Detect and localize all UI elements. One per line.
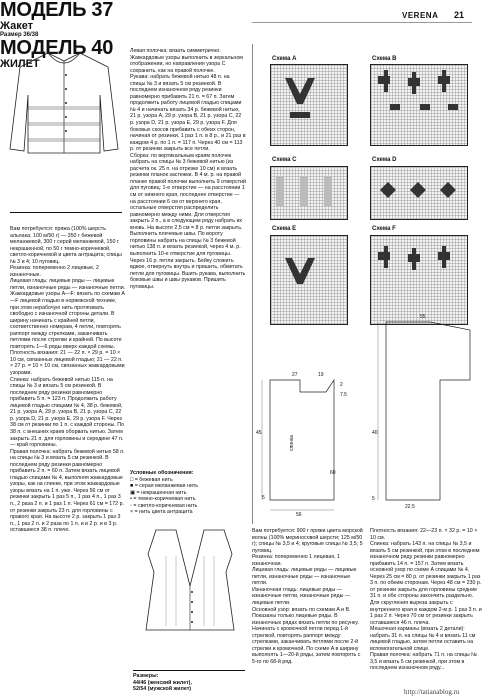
- legend-item: × = нить цвета антрацита: [130, 509, 193, 516]
- legend-item: □ = бежевая нить: [130, 476, 173, 483]
- spinka-label: спинка: [288, 435, 295, 451]
- dim-22-5: 22.5: [405, 504, 415, 510]
- schema-e-title: Схема E: [272, 226, 297, 232]
- model-40-sizes: Размеры: 44/46 (женский жилет), 52/54 (мужской жилет): [133, 673, 192, 693]
- model-37-subtitle: Жакет: [0, 20, 34, 32]
- dim-19: 19: [318, 372, 324, 378]
- dim-7-5: 7.5: [340, 392, 347, 398]
- schema-f-title: Схема F: [372, 226, 396, 232]
- schema-d-title: Схема D: [372, 157, 397, 163]
- schema-a-title: Схема A: [272, 56, 297, 62]
- watermark: http://tatianablog.ru: [404, 688, 460, 696]
- legend-title: Условные обозначения:: [130, 470, 194, 476]
- schema-b-title: Схема B: [372, 56, 397, 62]
- legend-item: ■ = серая меланжевая нить: [130, 483, 199, 490]
- model-37-title: МОДЕЛЬ 37: [0, 0, 114, 21]
- dim-56: 56: [296, 512, 302, 518]
- legend-item: • = темно-коричневая нить: [130, 496, 196, 503]
- model-37-column-2: Левая полочка: вязать симметрично. Жаккардовые узоры выполнить в зеркальном отображении, но направления узора C сохранить, как на правой полочке. Рукава: набрать бежевой нитью 48 п. на спицы № 3 и вязать 5 см резинкой. В последнем изнаночном ряду резинки равномерно прибавить 21 п. = 67 п. Затем продолжить работу лицевой гладью спицами № 4 и начинать вязать 34 р. бежевой нитью, 21 р. узора A, 29 р. узора B, 21 р. узора C, 22 р. узора D, 21 р. узора E, 29 р. узора F. Для боковых скосов прибавить с обеих сторон, начиная от резинки, 1 раз 1 п. в 8 р., и 21 раз в каждом 4 р. по 1 п. = 117 п. Через 40 см = 113 р. от резинки закрыть все петли. Сборка: по вертикальным краям полочек набрать на спицы № 3 бежевой нитью (из расчета ок. 25 п. на отрезке 10 см) и вязать резинки планок застежки. В 4 м. р. на правой планке правой полочки выполнить 9 отверстий для пуговиц: 1-е отверстие — на расстоянии 1 см от нижнего края, последнее отверстие — на расстоянии 6 см от верхнего края, остальные отверстия распределить равномерно между ними. Для отверстия закрыть 2 п., а в следующем ряду набрать их вновь. На высоте 2,5 см = 8 р. петли закрыть. Выполнить плечевые швы. По вороту горловины набрать на спицы № 3 бежевой нитью 138 п. и вязать резинкой, через 4 м. р. выполнить 10-е отверстие для пуговицы. Через 16 р. петли закрыть. Бейку сложить вдвое, отвернуть внутрь и пришить, обметать петли для пуговицы. Вшить рукава, выполнить боковые швы и швы рукавов. Пришить пуговицы.: [130, 48, 246, 290]
- legend-item: ▣ = некрашенная нить: [130, 489, 187, 496]
- magazine-title: VERENA: [402, 11, 439, 20]
- model-37-column-1: Вам потребуется: пряжа (100% шерсть альпака; 100 м/50 г) — 350 г бежевой меланжевой, 300 г серой меланжевой, 150 г некрашенной, по 50 г темно-коричневой, светло-коричневой и цвета антрацита; спицы № 3 и 4; 10 пуговиц. Резинка: попеременно 2 лицевые, 2 изнаночные. Лицевая гладь: лицевые ряды — лицевые петли, изнаночные ряды — изнаночные петли. Жаккардовые узоры A—F: вязать по схемам A—F лицевой гладью в норвежской технике, при этом нерабочую нить протягивать свободно с изнаночной стороны детали. В ширину начинать с крайней петли, соответственно номерам, 4 петли, повторять раппорт между стрелками, заканчивать петлями после стрелки и крайней. По высоте повторять 1—6 ряды вверх каждой схемы. Плотность вязания: 21 — 22 п. × 29 р. = 10 × 10 см, связанных лицевой гладью; 21 — 22 п. × 27 р. = 10 × 10 см, связанных жаккардовыми узорами. Спинка: набрать бежевой нитью 115 п. на спицы № 3 и вязать 5 см резинкой. В последнем ряду резинки равномерно прибавить 5 п. = 123 п. Продолжить работу лицевой гладью спицами № 4, 38 р. бежевой, 21 р. узора A, 29 р. узора B, 21 р. узора C, 22 р. узора D, 21 р. узора E, 29 р. узора F. Через 38 см от резинки по 1 п. с каждой стороны. По 38 п. с внешних краев оборвать нитью. Затем закрыть 21 п. для горловины и середине 47 п. — край горловины. Правая полочка: набрать бежевой нитью 58 п. на спицы № 3 и вязать 5 см резинкой. В последнем ряду резинки равномерно прибавить 2 п. = 60 п. Затем вязать лицевой гладью спицами № 4, выполняя жаккардовые узоры, как на спинке, при этом жаккардовые узоры вязать на 1 п. уже. Через 56 см от резинки закрыть 1 раз 5 п., 1 раз 4 п., 1 раз 3 п., 2 раза 2 п. и 1 раз 1 п. Через 61 см = 172 р. от резинки закрыть 23 п. для горловины с правого края. На высоте 2 р. закрыть 1 раз 3 п., 1 раз 2 п. и 2 раза по 1 п. и в 2 р. и в 3 р. оставшиеся 38 п. плечо.: [10, 226, 126, 534]
- legend-item: ◦ = светло-коричневая нить: [130, 502, 198, 509]
- dim-55: 55: [420, 314, 426, 320]
- dim-45: 45: [256, 430, 262, 436]
- page-number: 21: [454, 10, 465, 20]
- dim-5: 5: [262, 495, 265, 501]
- schema-c-title: Схема C: [272, 157, 297, 163]
- dim-40: 40: [372, 430, 378, 436]
- vest-illustration: [136, 526, 244, 636]
- dim-5b: 5: [372, 496, 375, 502]
- model-40-column-4: Плотность вязания: 22—23 п. × 32 р. = 10 × 10 см. Спинка: набрать 143 п. на спицы № 3,5 и вязать 5 см резинкой, при этом в последнем изнаночном ряду резинки равномерно прибавить 14 п. = 157 п. Затем вязать основной узор по схеме A спицами № 4. Через 25 см = 80 р. от резинки закрыть 1 раз 3 п. по обеим сторонам. Через 48 см = 230 р. от резинки закрыть для горловины средние 31 п. и обе стороны закончить раздельно. Для скругления выреза закрыть с внутреннего края в каждом 2-м р. 1 раз 3 п. и 1 раз 2 п. Через 70 см от резинки закрыть оставшиеся 46 п. плеча. Мешочная карманы (вязать 2 детали): набрать 31 п. на спицы № 4 и вязать 11 см лицевой гладью, затем петли оставить на вспомогательной спице. Правая полочка: набрать 71 п. на спицы № 3,5 и вязать 5 см резинкой, при этом в последнем изнаночном ряду...: [370, 528, 482, 672]
- model-37-size: Размер 36/38: [0, 32, 39, 38]
- dim-2: 2: [340, 382, 343, 388]
- model-40-rule: [133, 670, 245, 671]
- model-40-subtitle: ЖИЛЕТ: [0, 58, 40, 70]
- model-40-title: МОДЕЛЬ 40: [0, 37, 114, 59]
- dim-60: 60: [330, 470, 336, 476]
- model-40-column-3: Вам потребуется: 900 г пряжи цвета морской волны (100% мериносовой шерсти; 125 м/50 г); спицы № 3,5 и 4; круговые спицы № 3,5; 5 пуговиц. Резинка: попеременно 1 лицевая, 1 изнаночная. Лицевая гладь: лицевые ряды — лицевые петли, изнаночные ряды — изнаночные петли. Изнаночная гладь: лицевые ряды — изнаночные петли, изнаночные ряды — лицевые петли. Основной узор: вязать по схемам A и B. Показаны только лицевые ряды. В изнаночных рядах вязать петли по рисунку. Начинать с кромочной петли перед 1-й стрелкой, повторять раппорт между стрелками, заканчивать петлями после 2-й стрелки и кромочной. По схеме A в ширину выполнять 1—20-й ряды, затем повторять с 5-го по 68-й ряд.: [252, 528, 363, 665]
- dim-27: 27: [292, 372, 298, 378]
